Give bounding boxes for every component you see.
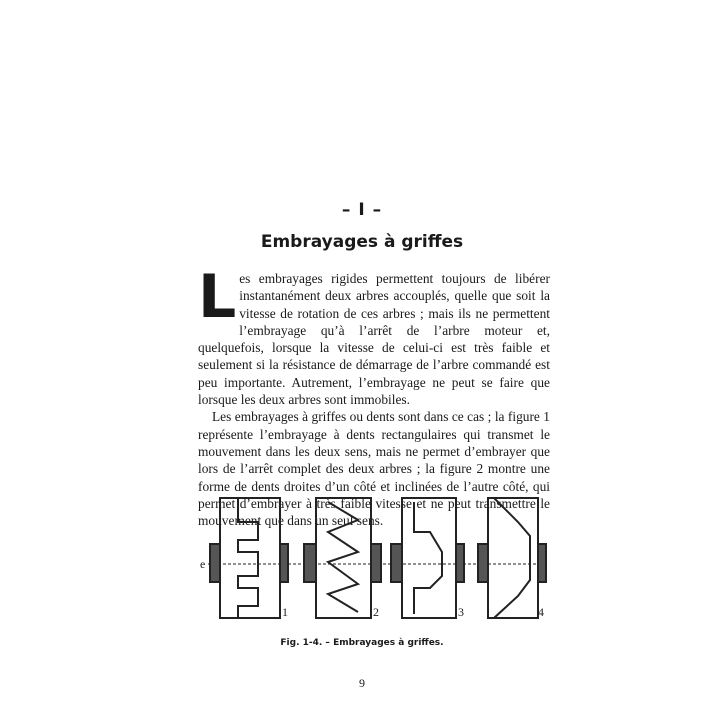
clutch-figure — [198, 492, 550, 622]
figure-label-1: 1 — [282, 605, 288, 619]
figure-caption: Fig. 1-4. – Embrayages à griffes. — [280, 638, 444, 648]
chapter-number: – I – — [341, 200, 383, 220]
drop-cap: L — [198, 262, 237, 332]
figure-label-3: 3 — [458, 605, 464, 619]
body-text — [198, 262, 550, 529]
paragraph-2: Les embrayages à griffes ou dents sont dans ce cas ; la figure 1 représente l’embrayage à dents rectangulaires qui transmet le mouvement dans les deux sens, mais ne permet d’embrayer que lors de l’arrêt complet des deux arbres ; la figure 2 montre une forme de dents droites d’un côté et inclinées de l’autre côté, qui permet d’embrayer à très faible vitesse et ne peut transmettre le mouvement que dans un seul sens. — [198, 409, 550, 529]
clutch-drawing-1 — [210, 498, 288, 618]
chapter-title: Embrayages à griffes — [260, 232, 464, 252]
paragraph-1-text: es embrayages rigides permettent toujours de libérer instantanément deux arbres accouplés, quelle que soit la vitesse de rotation de ces arbres ; mais ils ne permettent l’embrayage qu’à l’arrêt de l’arbre moteur et, quelquefois, lorsque la vitesse de celui-ci est très faible et seulement si la résistance de démarrage de l’arbre commandé est peu importante. Autrement, l’embrayage ne peut se faire que lorsque les deux arbres sont immobiles. — [198, 271, 550, 408]
clutch-drawing-3 — [391, 498, 464, 618]
axis-label: e — [200, 557, 206, 571]
figure-label-2: 2 — [373, 605, 379, 619]
clutch-drawings — [198, 492, 550, 622]
paragraph-1 — [198, 262, 550, 408]
page-number: 9 — [359, 676, 365, 690]
figure-label-4: 4 — [538, 605, 544, 619]
clutch-drawing-2 — [304, 498, 381, 618]
clutch-drawing-4 — [478, 498, 546, 618]
